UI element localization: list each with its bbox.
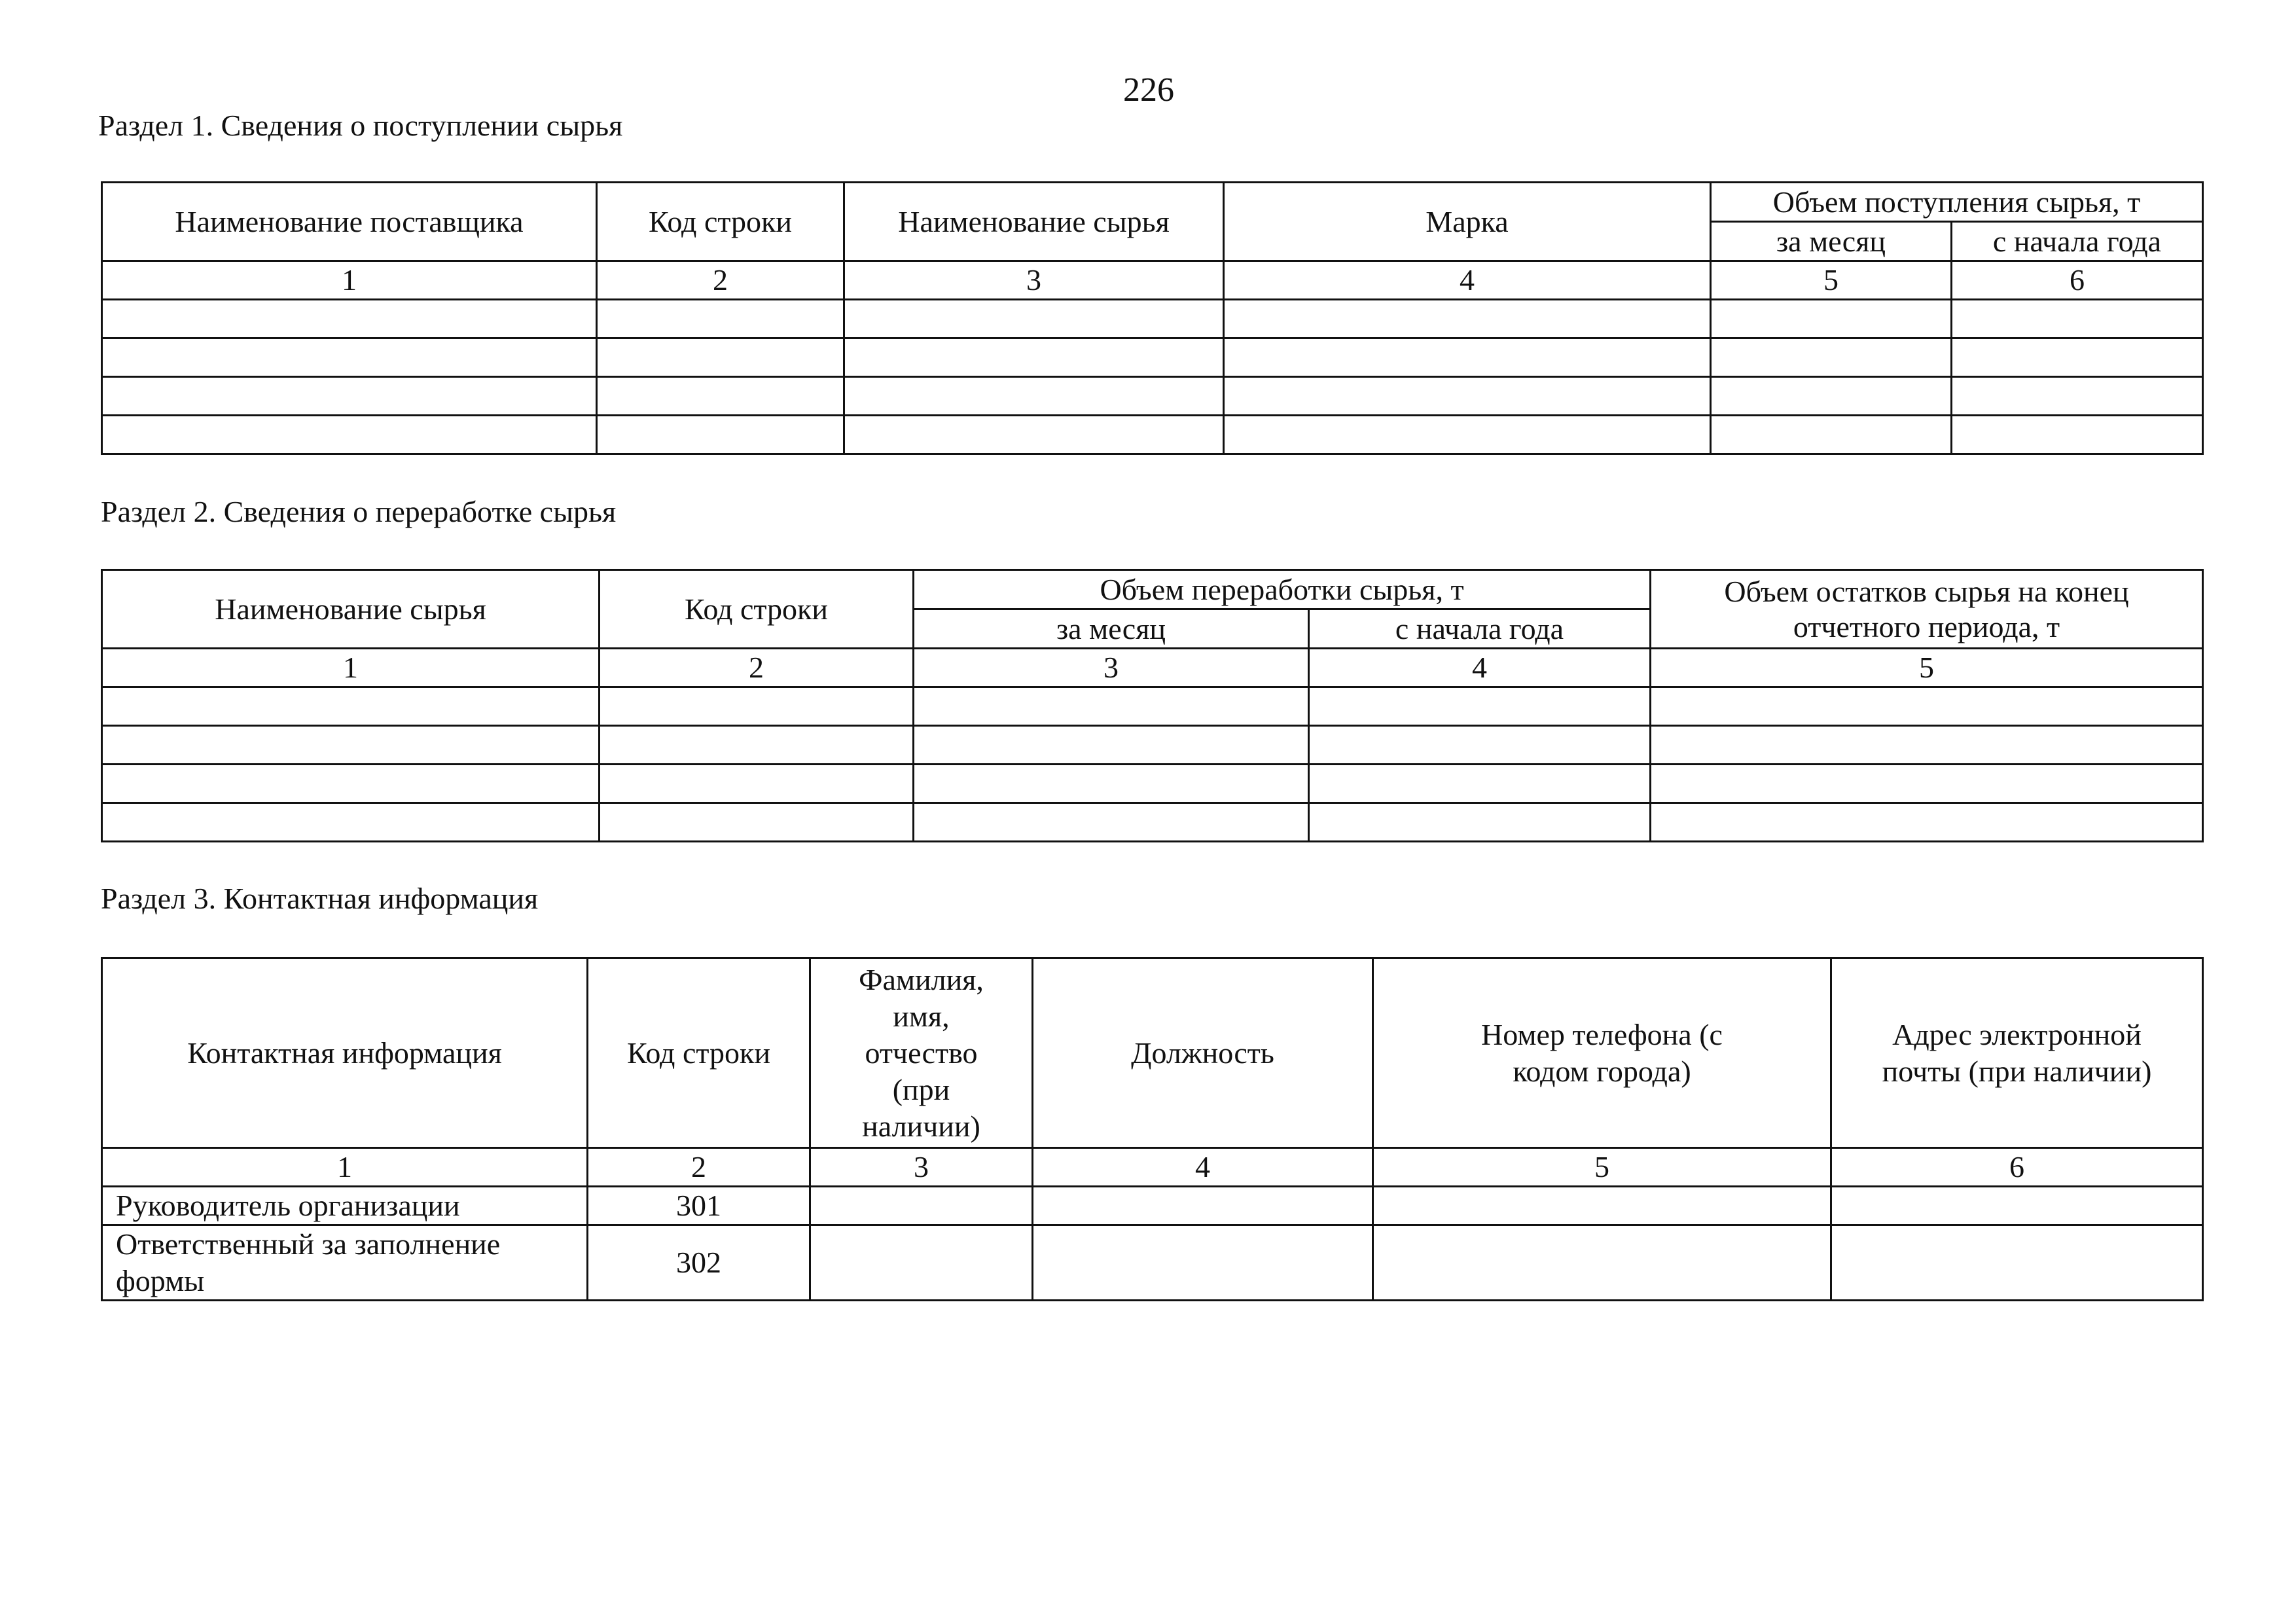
empty-cell[interactable] [1651,803,2203,842]
row-label-head: Руководитель организации [102,1187,588,1225]
empty-cell[interactable] [914,765,1309,803]
table-row [102,1225,2203,1301]
empty-cell[interactable] [600,803,914,842]
empty-cell[interactable] [1952,377,2203,416]
empty-cell[interactable] [597,338,844,377]
col-number: 5 [1651,649,2203,687]
header-contact: Контактная информация [102,958,588,1148]
column-number-row [102,649,2203,687]
header-position: Должность [1033,958,1373,1148]
empty-cell[interactable] [1651,765,2203,803]
row-code: 302 [588,1225,810,1301]
empty-cell[interactable] [600,765,914,803]
empty-cell[interactable] [914,726,1309,765]
empty-cell[interactable] [1952,300,2203,338]
table-row [102,300,2203,338]
header-month: за месяц [914,609,1309,649]
header-email: Адрес электронной почты (при наличии) [1831,958,2203,1148]
col-number: 4 [1309,649,1651,687]
empty-cell[interactable] [1309,765,1651,803]
col-number: 1 [102,1148,588,1187]
col-number: 2 [600,649,914,687]
empty-cell[interactable] [597,300,844,338]
empty-cell[interactable] [102,416,597,454]
col-number: 5 [1373,1148,1831,1187]
empty-cell[interactable] [1952,338,2203,377]
table-row [102,687,2203,726]
table-row [102,416,2203,454]
empty-cell[interactable] [914,803,1309,842]
empty-cell[interactable] [102,803,600,842]
col-number: 6 [1952,261,2203,300]
header-ytd: с начала года [1952,222,2203,261]
empty-cell[interactable] [1309,803,1651,842]
empty-cell[interactable] [1373,1187,1831,1225]
header-remains: Объем остатков сырья на конец отчетного периода, т [1651,570,2203,649]
col-number: 2 [588,1148,810,1187]
header-processing-volume: Объем переработки сырья, т [914,570,1651,609]
column-number-row [102,261,2203,300]
col-number: 2 [597,261,844,300]
processing-table [101,569,2204,842]
empty-cell[interactable] [1711,300,1952,338]
col-number: 4 [1224,261,1711,300]
empty-cell[interactable] [1033,1225,1373,1301]
empty-cell[interactable] [1952,416,2203,454]
table-row [102,377,2203,416]
empty-cell[interactable] [102,726,600,765]
empty-cell[interactable] [597,377,844,416]
column-number-row [102,1148,2203,1187]
empty-cell[interactable] [1711,338,1952,377]
section-3-title: Раздел 3. Контактная информация [101,882,539,915]
row-label-responsible: Ответственный за заполнение формы [102,1225,588,1301]
empty-cell[interactable] [1033,1187,1373,1225]
empty-cell[interactable] [102,687,600,726]
empty-cell[interactable] [600,726,914,765]
header-brand: Марка [1224,183,1711,261]
empty-cell[interactable] [102,765,600,803]
empty-cell[interactable] [1309,726,1651,765]
empty-cell[interactable] [102,338,597,377]
empty-cell[interactable] [1651,687,2203,726]
header-row-code: Код строки [600,570,914,649]
empty-cell[interactable] [844,377,1224,416]
empty-cell[interactable] [914,687,1309,726]
empty-cell[interactable] [597,416,844,454]
col-number: 3 [810,1148,1033,1187]
empty-cell[interactable] [1373,1225,1831,1301]
header-month: за месяц [1711,222,1952,261]
header-fio: Фамилия, имя, отчество (при наличии) [810,958,1033,1148]
header-material: Наименование сырья [844,183,1224,261]
col-number: 1 [102,261,597,300]
empty-cell[interactable] [1309,687,1651,726]
empty-cell[interactable] [1651,726,2203,765]
empty-cell[interactable] [102,377,597,416]
empty-cell[interactable] [1711,416,1952,454]
section-2-title: Раздел 2. Сведения о переработке сырья [101,495,617,528]
header-supply-volume: Объем поступления сырья, т [1711,183,2203,222]
col-number: 6 [1831,1148,2203,1187]
row-code: 301 [588,1187,810,1225]
header-material: Наименование сырья [102,570,600,649]
empty-cell[interactable] [600,687,914,726]
col-number: 3 [844,261,1224,300]
header-row-code: Код строки [588,958,810,1148]
col-number: 5 [1711,261,1952,300]
col-number: 4 [1033,1148,1373,1187]
empty-cell[interactable] [1831,1187,2203,1225]
empty-cell[interactable] [844,416,1224,454]
empty-cell[interactable] [810,1225,1033,1301]
empty-cell[interactable] [1224,338,1711,377]
header-row-code: Код строки [597,183,844,261]
col-number: 3 [914,649,1309,687]
page-number: 226 [1123,71,1174,109]
header-ytd: с начала года [1309,609,1651,649]
empty-cell[interactable] [810,1187,1033,1225]
table-row [102,765,2203,803]
empty-cell[interactable] [844,300,1224,338]
empty-cell[interactable] [1831,1225,2203,1301]
table-row [102,1187,2203,1225]
empty-cell[interactable] [844,338,1224,377]
contact-table [101,957,2204,1301]
table-row [102,338,2203,377]
supply-table [101,181,2204,455]
empty-cell[interactable] [1711,377,1952,416]
empty-cell[interactable] [1224,377,1711,416]
empty-cell[interactable] [1224,300,1711,338]
table-row [102,803,2203,842]
empty-cell[interactable] [102,300,597,338]
header-supplier: Наименование поставщика [102,183,597,261]
table-row [102,726,2203,765]
header-phone: Номер телефона (с кодом города) [1373,958,1831,1148]
section-1-title: Раздел 1. Сведения о поступлении сырья [98,109,623,142]
col-number: 1 [102,649,600,687]
empty-cell[interactable] [1224,416,1711,454]
